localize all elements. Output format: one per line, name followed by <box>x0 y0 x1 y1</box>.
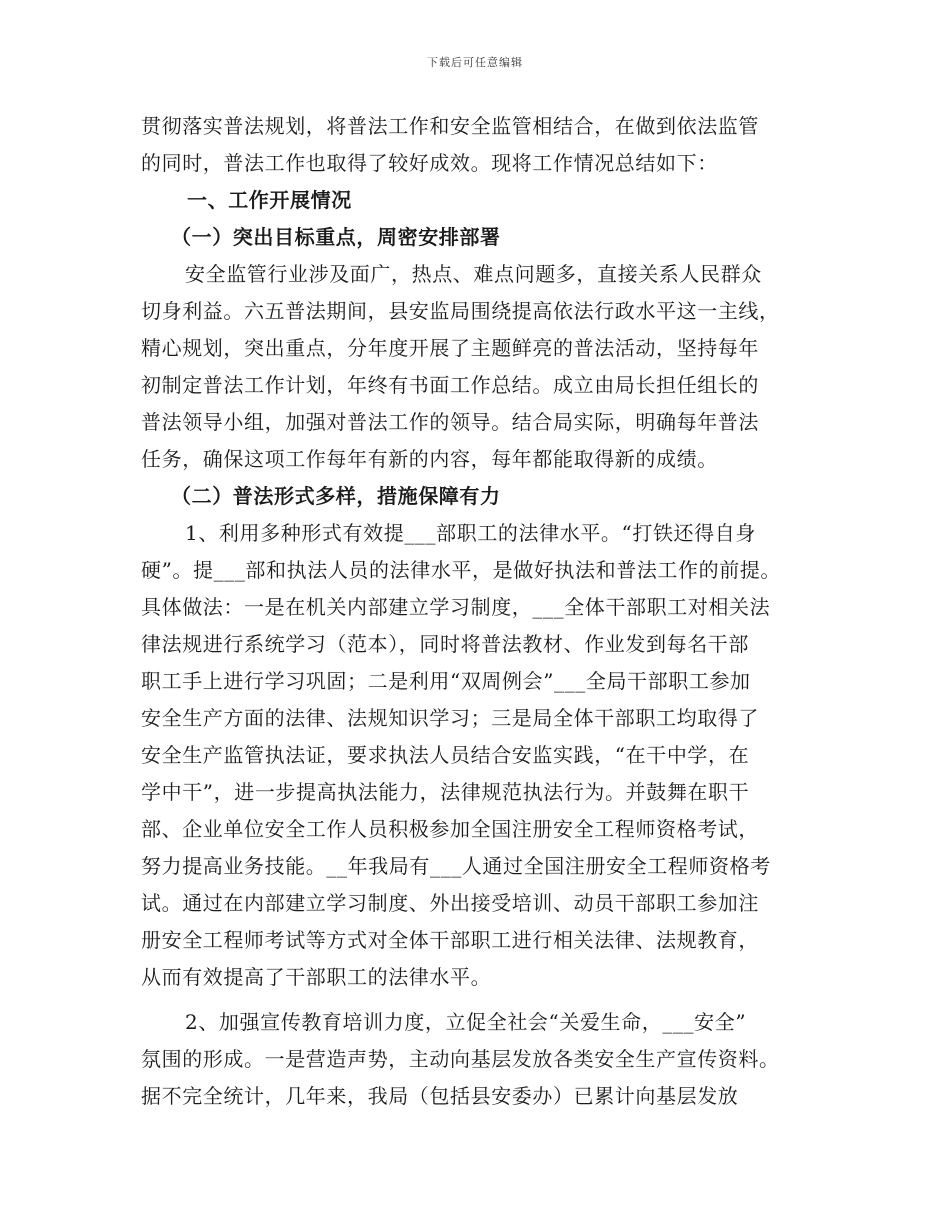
text-line: 据不完全统计，几年来，我局（包括县安委办）已累计向基层发放 <box>141 1084 739 1108</box>
paragraph-first-line: 2、加强宣传教育培训力度，立促全社会“关爱生命，___安全” <box>185 1010 747 1034</box>
text-line: 努力提高业务技能。__年我局有___人通过全国注册安全工程师资格考 <box>141 854 771 878</box>
text-line: 的同时，普法工作也取得了较好成效。现将工作情况总结如下： <box>141 151 718 175</box>
text-line: 学中干”，进一步提高执法能力，法律规范执法行为。并鼓舞在职干 <box>141 780 750 804</box>
text-line: 切身利益。六五普法期间，县安监局围绕提高依法行政水平这一主线， <box>141 299 780 323</box>
text-line: 职工手上进行学习巩固；二是利用“双周例会”___全局干部职工参加 <box>141 669 751 693</box>
text-line: 具体做法：一是在机关内部建立学习制度，___全体干部职工对相关法 <box>141 595 771 619</box>
page-header-note: 下载后可任意编辑 <box>427 56 523 69</box>
section-heading: 一、工作开展情况 <box>187 188 352 212</box>
text-line: 硬”。提___部和执法人员的法律水平，是做好执法和普法工作的前提。 <box>141 558 782 582</box>
text-line: 试。通过在内部建立学习制度、外出接受培训、动员干部职工参加注 <box>141 891 759 915</box>
paragraph-first-line: 1、利用多种形式有效提___部职工的法律水平。“打铁还得自身 <box>185 521 756 545</box>
text-line: 安全生产监管执法证，要求执法人员结合安监实践，“在干中学，在 <box>141 743 750 767</box>
text-line: 律法规进行系统学习（范本），同时将普法教材、作业发到每名干部 <box>141 632 749 656</box>
text-line: 从而有效提高了干部职工的法律水平。 <box>141 965 492 989</box>
text-line: 贯彻落实普法规划，将普法工作和安全监管相结合，在做到依法监管 <box>141 114 759 138</box>
text-line: 普法领导小组，加强对普法工作的领导。结合局实际，明确每年普法 <box>141 410 759 434</box>
text-line: 精心规划，突出重点，分年度开展了主题鲜亮的普法活动，坚持每年 <box>141 336 759 360</box>
text-line: 部、企业单位安全工作人员积极参加全国注册安全工程师资格考试， <box>141 817 759 841</box>
text-line: 初制定普法工作计划，年终有书面工作总结。成立由局长担任组长的 <box>141 373 759 397</box>
text-line: 任务，确保这项工作每年有新的内容，每年都能取得新的成绩。 <box>141 447 718 471</box>
document-body <box>141 108 821 1115</box>
subsection-heading: （一）突出目标重点，周密安排部署 <box>171 225 501 249</box>
text-line: 氛围的形成。一是营造声势，主动向基层发放各类安全生产宣传资料。 <box>141 1047 780 1071</box>
text-line: 安全生产方面的法律、法规知识学习；三是局全体干部职工均取得了 <box>141 706 759 730</box>
text-line: 册安全工程师考试等方式对全体干部职工进行相关法律、法规教育， <box>141 928 759 952</box>
subsection-heading: （二）普法形式多样，措施保障有力 <box>171 484 501 508</box>
paragraph-first-line: 安全监管行业涉及面广，热点、难点问题多，直接关系人民群众 <box>185 262 762 286</box>
